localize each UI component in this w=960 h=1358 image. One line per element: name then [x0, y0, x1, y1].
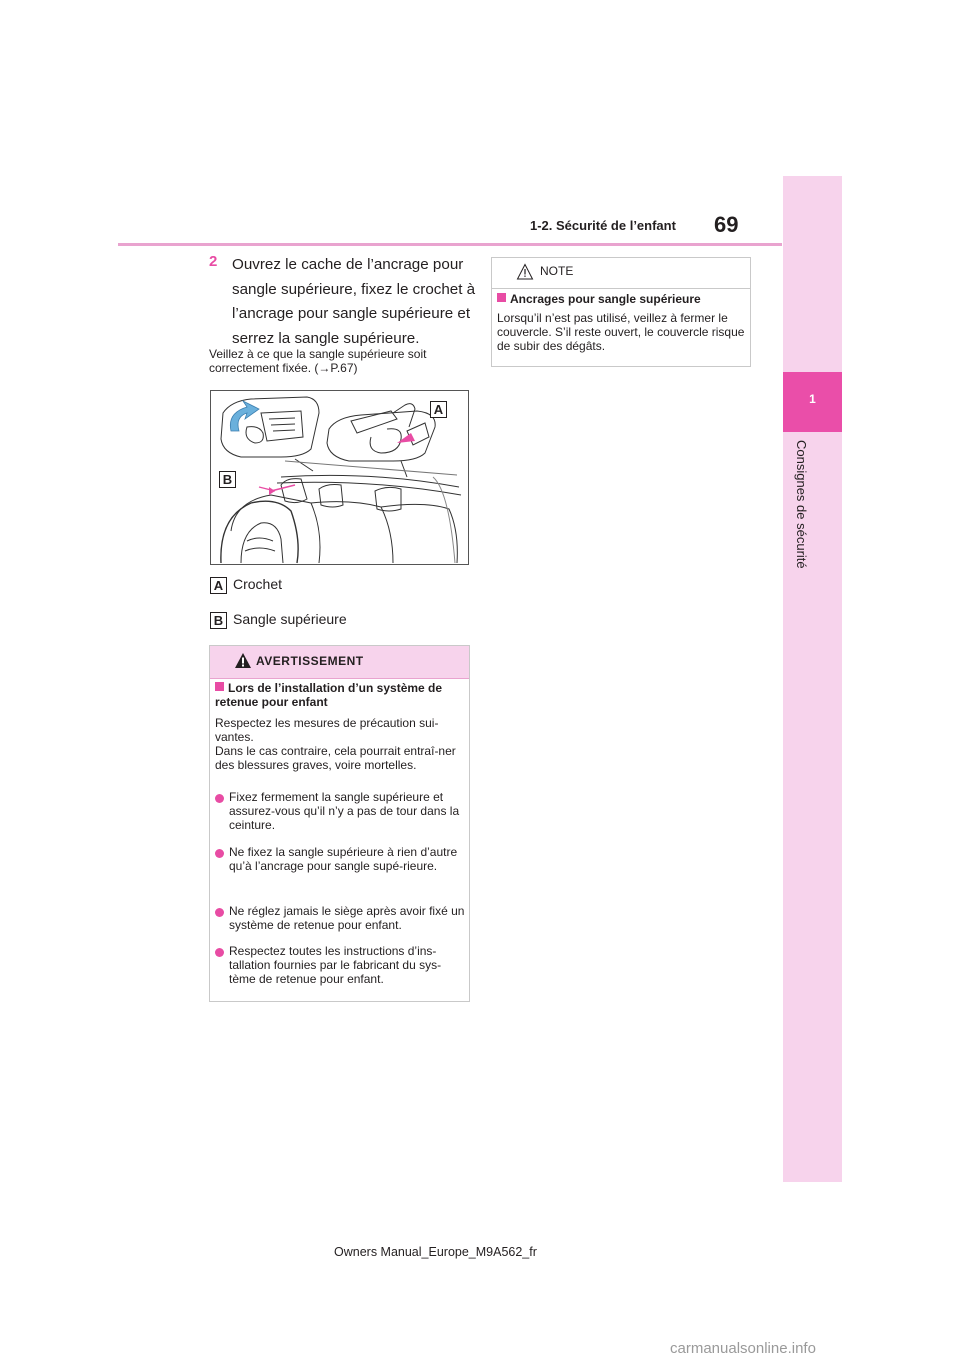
footer-text: Owners Manual_Europe_M9A562_fr — [334, 1245, 537, 1259]
legend-label-b: Sangle supérieure — [233, 611, 347, 627]
step-note: Veillez à ce que la sangle supérieure soit correctement fixée. (→P.67) — [209, 347, 427, 375]
warning-item: Ne réglez jamais le siège après avoir fixé un système de retenue pour enfant. — [229, 904, 465, 932]
chapter-side-tab — [783, 176, 842, 1182]
legend-label-a: Crochet — [233, 576, 283, 592]
legend-letter-a: A — [210, 577, 227, 594]
legend-letter-b: B — [210, 612, 227, 629]
round-bullet-icon — [215, 908, 224, 917]
note-header — [492, 258, 750, 289]
round-bullet-icon — [215, 849, 224, 858]
warning-triangle-icon — [234, 652, 252, 669]
warning-header — [210, 646, 469, 679]
square-bullet-icon — [497, 293, 506, 302]
warning-item: Respectez toutes les instructions d’ins-tallation fournies par le fabricant du sys-tème de retenue pour enfant. — [229, 944, 442, 986]
hook-inset — [327, 411, 435, 461]
chapter-label: Consignes de sécurité — [794, 440, 809, 569]
chapter-number: 1 — [809, 392, 816, 406]
top-tether-illustration — [210, 390, 469, 565]
callout-b: B — [219, 471, 236, 488]
hook-arrow-icon — [397, 433, 415, 443]
section-title: 1-2. Sécurité de l’enfant — [530, 218, 676, 233]
round-bullet-icon — [215, 794, 224, 803]
callout-a: A — [430, 401, 447, 418]
header-rule — [118, 243, 782, 246]
warning-box — [209, 645, 470, 1002]
note-title: NOTE — [540, 264, 574, 278]
round-bullet-icon — [215, 948, 224, 957]
watermark: carmanualsonline.info — [670, 1340, 816, 1357]
note-heading: Ancrages pour sangle supérieure — [497, 292, 747, 306]
step-text: Ouvrez le cache de l’ancrage pour sangle supérieure, fixez le crochet à l’ancrage pour sangle supérieure et serrez la sangle supérieure. — [232, 256, 476, 347]
note-text: Lorsqu’il n’est pas utilisé, veillez à fermer le couvercle. S’il reste ouvert, le couvercle risque de subir des dégâts. — [497, 311, 745, 353]
legend-item-b — [210, 611, 347, 629]
square-bullet-icon — [215, 682, 224, 691]
warning-intro: Respectez les mesures de précaution sui-vantes. Dans le cas contraire, cela pourrait entraî-ner des blessures graves, voire mortelles. — [215, 716, 456, 772]
warning-item: Ne fixez la sangle supérieure à rien d’autre qu’à l’ancrage pour sangle supé-rieure. — [229, 845, 458, 873]
note-box — [491, 257, 751, 367]
warning-title: AVERTISSEMENT — [256, 654, 364, 668]
warning-item: Fixez fermement la sangle supérieure et assurez-vous qu’il n’y a pas de tour dans la ceinture. — [229, 790, 460, 832]
page-number: 69 — [714, 212, 739, 237]
caution-outline-icon — [516, 263, 534, 280]
warning-heading: Lors de l’installation d’un système de retenue pour enfant — [215, 681, 443, 709]
legend-item-a — [210, 576, 282, 594]
step-number: 2 — [209, 253, 218, 270]
